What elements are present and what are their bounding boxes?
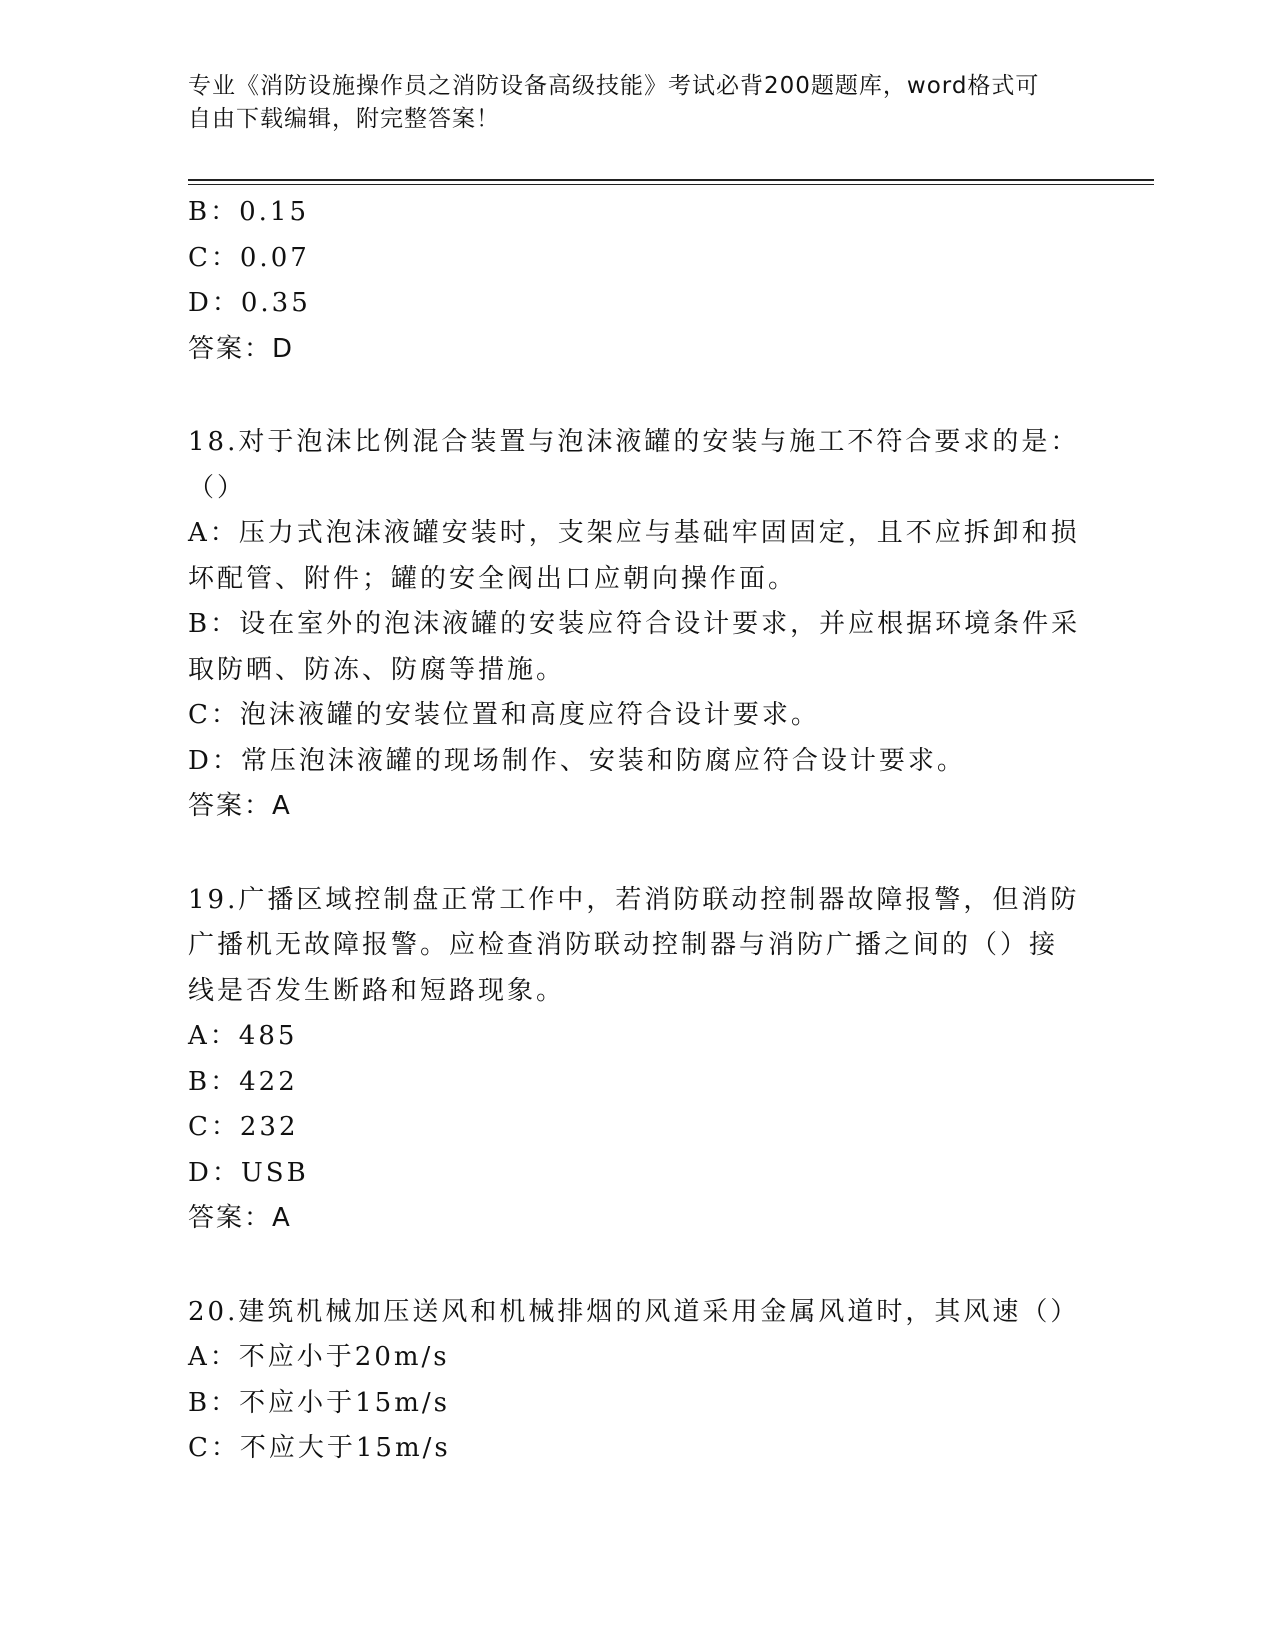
question-17-tail	[188, 190, 1088, 372]
question-20	[188, 1290, 1088, 1472]
option-d: D：USB	[188, 1157, 309, 1188]
option-c: C：0.07	[188, 242, 310, 273]
option-c: C：232	[188, 1112, 299, 1142]
option-a	[188, 511, 1088, 602]
question-20-text: 20.建筑机械加压送风和机械排烟的风道采用金属风道时，其风速（）	[188, 1296, 1080, 1327]
option-a: A：不应小于20m/s	[188, 1342, 450, 1372]
page-header	[188, 70, 1078, 136]
option-c: C：不应大于15m/s	[188, 1433, 451, 1463]
question-text-line: （）	[188, 472, 247, 503]
header-divider-thin	[188, 184, 1154, 185]
option-line: B：设在室外的泡沫液罐的安装应符合设计要求，并应根据环境条件采	[188, 609, 1081, 639]
question-text-line: 线是否发生断路和短路现象。	[188, 975, 566, 1006]
option-line: 坏配管、附件；罐的安全阀出口应朝向操作面。	[188, 563, 798, 594]
option-b: B：不应小于15m/s	[188, 1387, 450, 1418]
header-line-2: 自由下载编辑，附完整答案！	[188, 106, 500, 132]
answer-18: 答案：A	[188, 791, 292, 821]
header-line-1: 专业《消防设施操作员之消防设备高级技能》考试必背200题题库，word格式可	[188, 73, 1040, 99]
option-line: A：压力式泡沫液罐安装时，支架应与基础牢固固定，且不应拆卸和损	[188, 518, 1080, 548]
option-b: B：422	[188, 1066, 298, 1097]
question-19-text	[188, 878, 1088, 1015]
header-divider	[188, 179, 1154, 181]
option-d: D：0.35	[188, 288, 311, 318]
document-body	[188, 190, 1088, 1472]
question-text-line: 18.对于泡沫比例混合装置与泡沫液罐的安装与施工不符合要求的是：	[188, 427, 1080, 457]
option-c: C：泡沫液罐的安装位置和高度应符合设计要求。	[188, 700, 820, 730]
option-a: A：485	[188, 1021, 298, 1051]
option-b: B：0.15	[188, 197, 309, 227]
option-d: D：常压泡沫液罐的现场制作、安装和防腐应符合设计要求。	[188, 745, 966, 776]
question-19	[188, 878, 1088, 1242]
question-18-text	[188, 420, 1088, 511]
question-text-line: 广播机无故障报警。应检查消防联动控制器与消防广播之间的（）接	[188, 930, 1059, 960]
option-b	[188, 602, 1088, 693]
answer-17: 答案：D	[188, 333, 295, 364]
question-18	[188, 420, 1088, 830]
question-text-line: 19.广播区域控制盘正常工作中，若消防联动控制器故障报警，但消防	[188, 884, 1080, 915]
answer-19: 答案：A	[188, 1203, 292, 1233]
option-line: 取防晒、防冻、防腐等措施。	[188, 654, 566, 685]
